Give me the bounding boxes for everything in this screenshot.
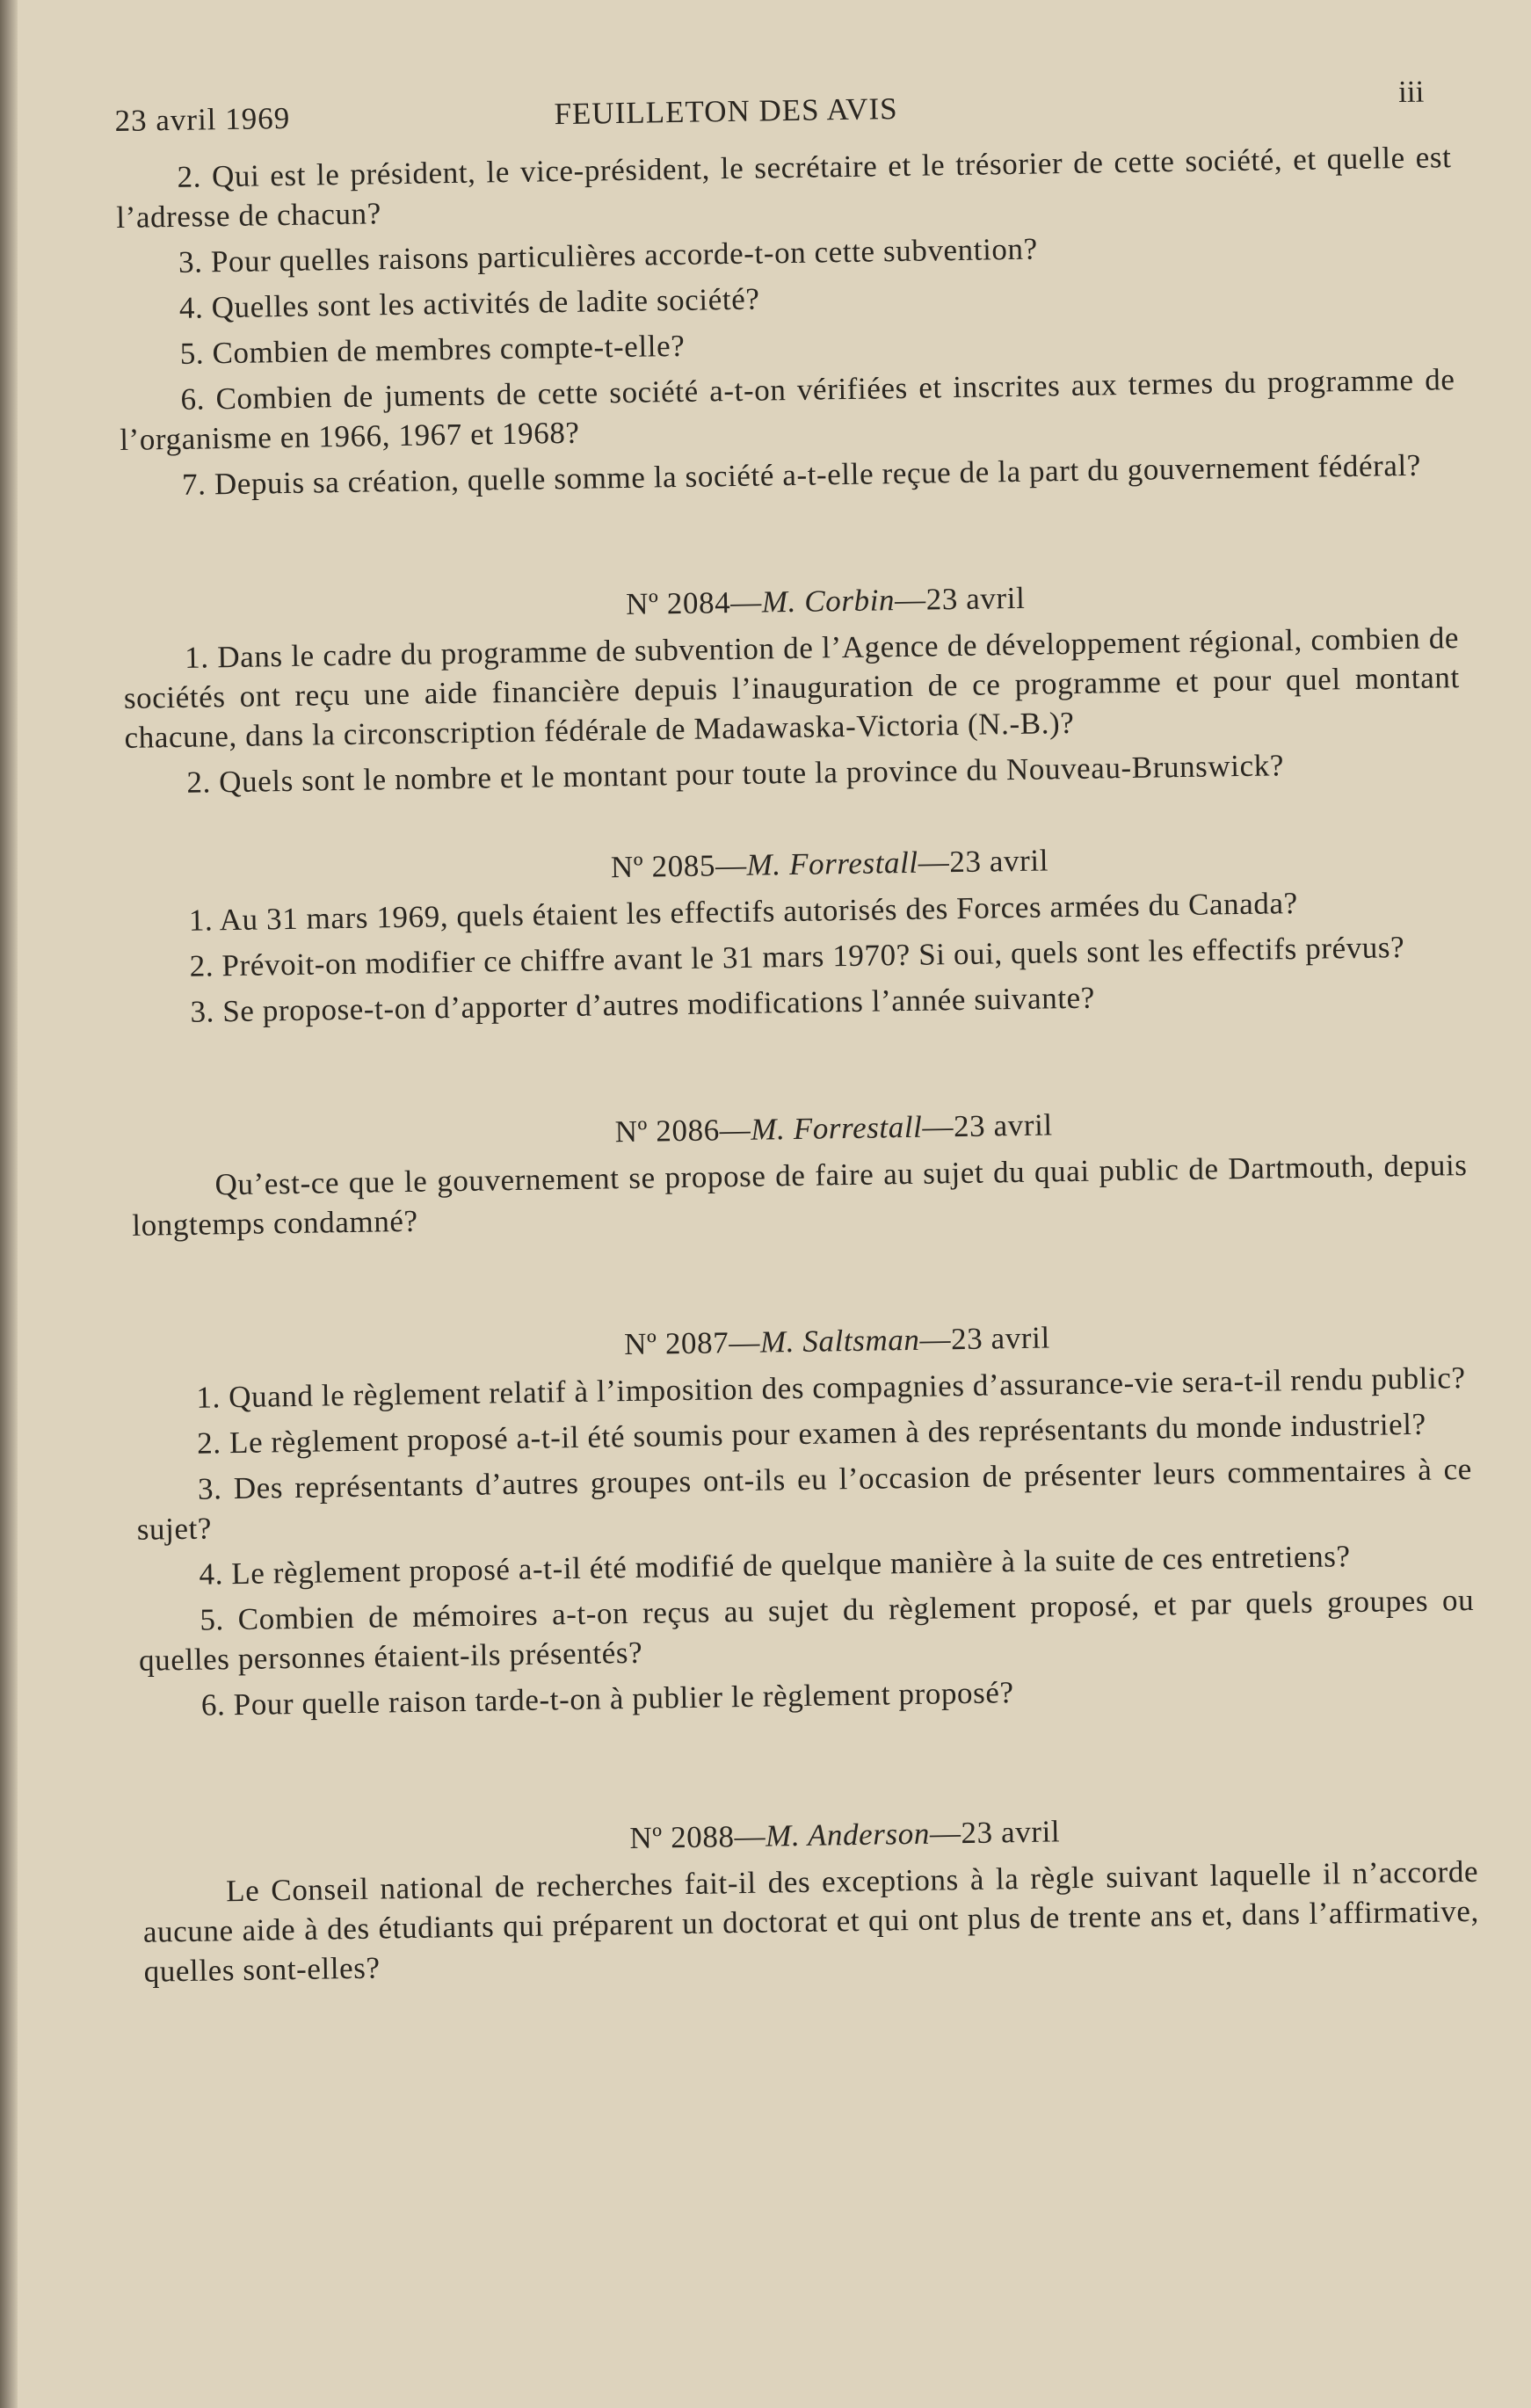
question-paragraph: 2. Le règlement proposé a-t-il été soumis pour examen à des représentants du monde industriel? bbox=[196, 1406, 1426, 1461]
question-paragraph: Le Conseil national de recherches fait-il des exceptions à la règle suivant laquelle il n’accorde aucune aide à des étudiants qui préparent un doctorat et qui ont plus de trente ans et, dans l’affirmative, quelles sont-elles? bbox=[142, 1853, 1480, 1989]
member-name: M. Forrestall bbox=[751, 1109, 923, 1147]
question-paragraph: 5. Combien de mémoires a-t-on reçus au sujet du règlement proposé, et par quels groupes ou quelles personnes étaient-ils présentés? bbox=[138, 1582, 1475, 1678]
entry-date: —23 avril bbox=[919, 1320, 1051, 1357]
notice-entry-2085 bbox=[127, 837, 1465, 1033]
header-date: 23 avril 1969 bbox=[114, 100, 291, 138]
entry-date: —23 avril bbox=[929, 1814, 1061, 1851]
question-paragraph: 2. Prévoit-on modifier ce chiffre avant le 31 mars 1970? Si oui, quels sont les effectifs prévus? bbox=[189, 930, 1405, 983]
member-name: M. Anderson bbox=[765, 1816, 931, 1853]
question-paragraph: 3. Des représentants d’autres groupes ont-ils eu l’occasion de présenter leurs commentaires à ce sujet? bbox=[136, 1451, 1473, 1547]
question-paragraph: 1. Quand le règlement relatif à l’imposition des compagnies d’assurance-vie sera-t-il rendu public? bbox=[196, 1360, 1466, 1415]
document-page bbox=[18, 0, 1531, 2408]
notice-entry-2087 bbox=[134, 1314, 1476, 1726]
question-paragraph: 3. Pour quelles raisons particulières accorde-t-on cette subvention? bbox=[178, 231, 1039, 279]
entry-number: Nº 2088— bbox=[629, 1818, 766, 1856]
question-paragraph: 7. Depuis sa création, quelle somme la société a-t-elle reçue de la part du gouvernement fédéral? bbox=[181, 447, 1422, 502]
question-paragraph: 4. Quelles sont les activités de ladite société? bbox=[178, 281, 760, 325]
book-spine-shadow bbox=[0, 0, 18, 2408]
question-paragraph: 2. Qui est le président, le vice-président, le secrétaire et le trésorier de cette société, et quelle est l’adresse de chacun? bbox=[116, 140, 1452, 235]
member-name: M. Saltsman bbox=[759, 1322, 920, 1360]
entry-number: Nº 2084— bbox=[625, 584, 763, 621]
header-title: FEUILLETON DES AVIS bbox=[554, 91, 898, 132]
question-paragraph: 1. Dans le cadre du programme de subvention de l’Agence de développement régional, combien de sociétés ont reçu une aide financière depuis l’inauguration de ce programme et pour quel montant chacune, dans la circonscription fédérale de Madawaska-Victoria (N.-B.)? bbox=[123, 620, 1461, 755]
member-name: M. Forrestall bbox=[746, 845, 919, 882]
member-name: M. Corbin bbox=[761, 583, 896, 620]
entry-number: Nº 2086— bbox=[614, 1112, 751, 1150]
entry-date: —23 avril bbox=[922, 1107, 1054, 1144]
question-paragraph: 1. Au 31 mars 1969, quels étaient les effectifs autorisés des Forces armées du Canada? bbox=[188, 885, 1299, 938]
question-paragraph: 6. Combien de juments de cette société a-t-on vérifiées et inscrites aux termes du programme de l’organisme en 1966, 1967 et 1968? bbox=[119, 362, 1455, 457]
entry-date: —23 avril bbox=[894, 580, 1026, 618]
question-paragraph: 6. Pour quelle raison tarde-t-on à publier le règlement proposé? bbox=[200, 1675, 1014, 1723]
continued-question-block bbox=[115, 137, 1456, 505]
entry-number: Nº 2087— bbox=[623, 1324, 761, 1362]
notice-entry-2084 bbox=[122, 574, 1462, 803]
page-content bbox=[114, 67, 1480, 1998]
question-paragraph: 4. Le règlement proposé a-t-il été modifié de quelque manière à la suite de ces entretiens? bbox=[199, 1539, 1351, 1592]
notice-entry-2086 bbox=[130, 1101, 1468, 1245]
entry-date: —23 avril bbox=[918, 843, 1049, 880]
notice-entry-2088 bbox=[141, 1808, 1480, 1991]
question-paragraph: 2. Quels sont le nombre et le montant pour toute la province du Nouveau-Brunswick? bbox=[186, 748, 1285, 800]
question-paragraph: 5. Combien de membres compte-t-elle? bbox=[179, 328, 686, 371]
question-paragraph: 3. Se propose-t-on d’apporter d’autres modifications l’année suivante? bbox=[190, 980, 1096, 1029]
entry-number: Nº 2085— bbox=[610, 847, 747, 885]
page-number: iii bbox=[1397, 74, 1425, 110]
question-paragraph: Qu’est-ce que le gouvernement se propose de faire au sujet du quai public de Dartmouth, depuis longtemps condamné? bbox=[132, 1147, 1468, 1243]
